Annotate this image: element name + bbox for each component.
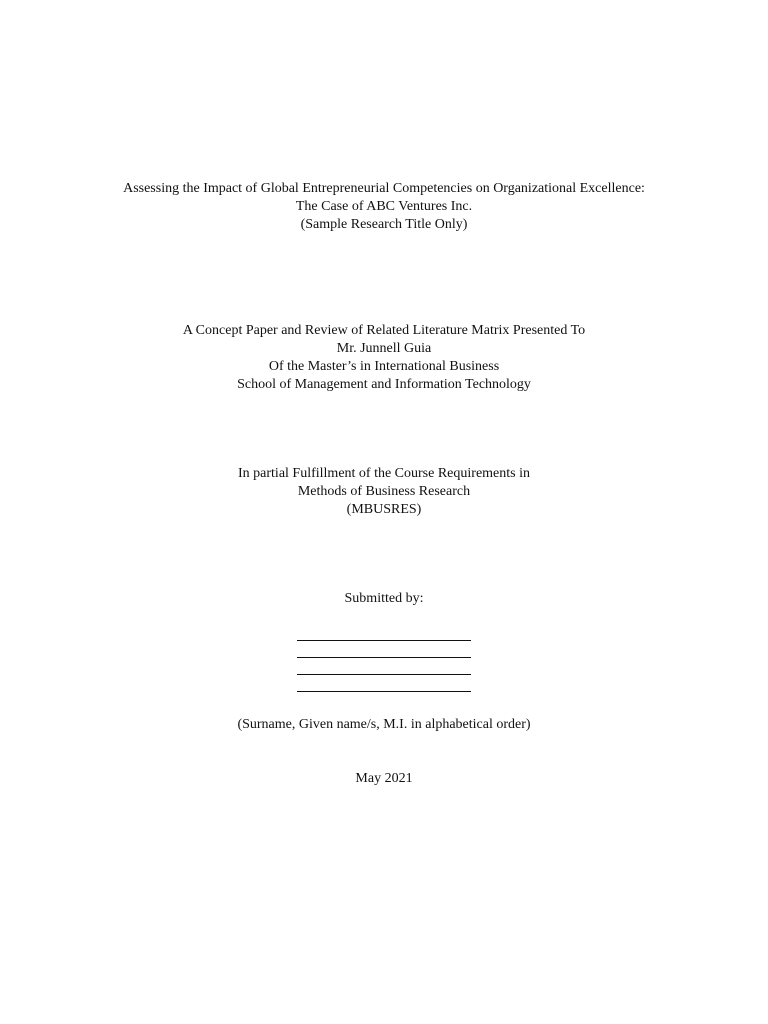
signature-line	[297, 658, 471, 675]
signature-lines	[0, 624, 768, 692]
signature-line	[297, 675, 471, 692]
school-name: School of Management and Information Technology	[237, 377, 531, 392]
submission-date: May 2021	[355, 771, 413, 786]
name-format-note-block	[0, 716, 768, 734]
presented-line-1: A Concept Paper and Review of Related Literature Matrix Presented To	[182, 323, 586, 338]
course-name: Methods of Business Research	[297, 484, 471, 499]
course-code: (MBUSRES)	[346, 502, 422, 517]
title-line-2: The Case of ABC Ventures Inc.	[295, 199, 473, 214]
name-format-note: (Surname, Given name/s, M.I. in alphabetical order)	[237, 717, 531, 732]
research-title	[0, 180, 768, 234]
signature-line	[297, 641, 471, 658]
title-line-1: Assessing the Impact of Global Entrepreneurial Competencies on Organizational Excellence:	[123, 181, 645, 196]
submission-date-block	[0, 770, 768, 788]
fulfillment-section	[0, 465, 768, 519]
submitted-by-label-block	[0, 590, 768, 608]
presented-to-section	[0, 322, 768, 394]
adviser-name: Mr. Junnell Guia	[336, 341, 432, 356]
submitted-by-label: Submitted by:	[344, 591, 424, 606]
fulfillment-line-1: In partial Fulfillment of the Course Requirements in	[238, 466, 530, 481]
program-name: Of the Master’s in International Business	[268, 359, 500, 374]
signature-line	[297, 624, 471, 641]
title-line-3: (Sample Research Title Only)	[300, 217, 468, 232]
